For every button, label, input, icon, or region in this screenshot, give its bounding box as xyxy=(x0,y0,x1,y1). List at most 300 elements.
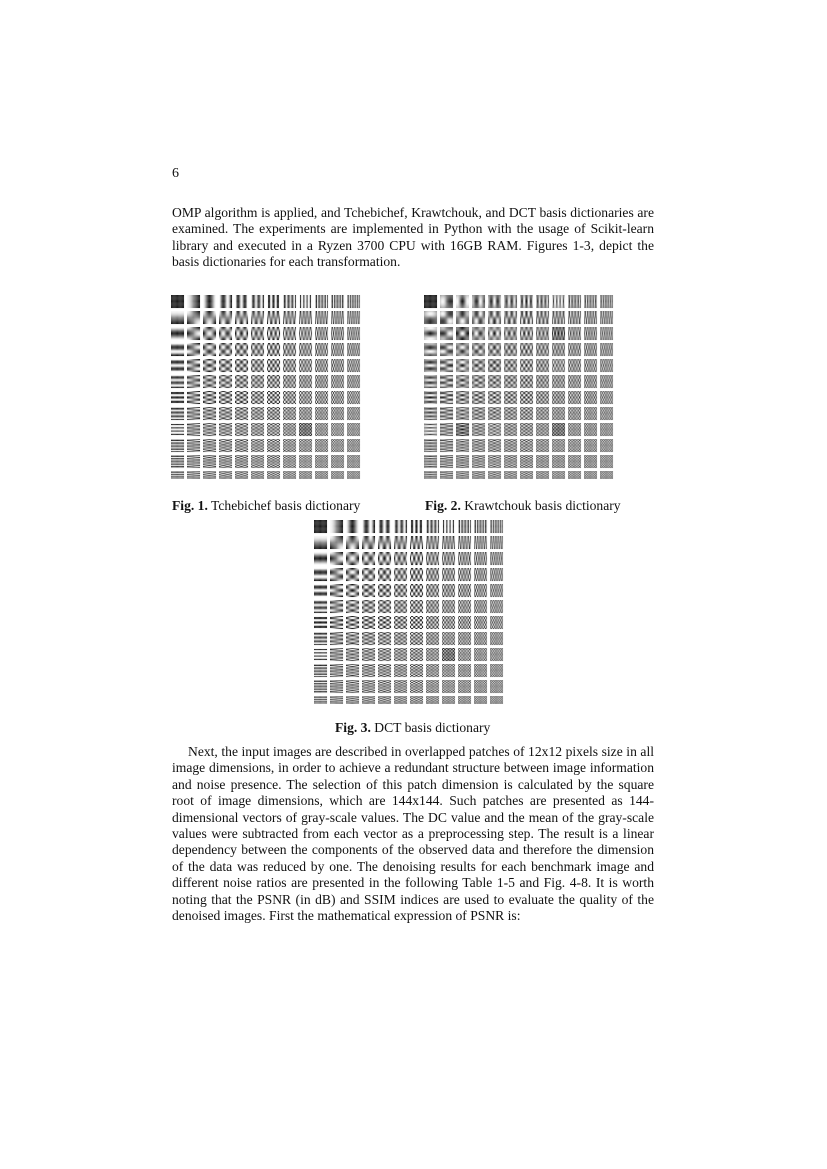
basis-pixel xyxy=(320,332,321,333)
basis-pixel xyxy=(351,323,352,324)
basis-pixel xyxy=(263,339,264,340)
basis-pixel xyxy=(269,323,270,324)
basis-pixel xyxy=(183,302,184,303)
basis-pixel xyxy=(332,318,333,319)
basis-pixel xyxy=(322,299,323,300)
basis-pixel xyxy=(271,315,272,316)
basis-pixel xyxy=(292,328,293,329)
basis-pixel xyxy=(311,296,312,297)
basis-pixel xyxy=(275,322,276,323)
basis-pixel xyxy=(310,338,311,339)
basis-pixel xyxy=(224,312,225,313)
basis-pixel xyxy=(268,318,269,319)
basis-pixel xyxy=(300,295,301,296)
basis-pixel xyxy=(245,319,246,320)
basis-pixel xyxy=(260,322,261,323)
basis-pixel xyxy=(325,322,326,323)
basis-pixel xyxy=(343,323,344,324)
basis-pixel xyxy=(259,338,260,339)
basis-pixel xyxy=(175,338,176,339)
basis-pixel xyxy=(245,299,246,300)
basis-pixel xyxy=(272,295,273,296)
basis-pixel xyxy=(171,297,172,298)
basis-pixel xyxy=(301,331,302,332)
basis-pixel xyxy=(243,331,244,332)
basis-pixel xyxy=(245,321,246,322)
basis-pixel xyxy=(222,302,223,303)
basis-pixel xyxy=(334,296,335,297)
basis-pixel xyxy=(237,304,238,305)
basis-pixel xyxy=(324,321,325,322)
basis-pixel xyxy=(199,302,200,303)
basis-pixel xyxy=(320,300,321,301)
basis-pixel xyxy=(309,334,310,335)
basis-pixel xyxy=(223,334,224,335)
basis-pixel xyxy=(276,318,277,319)
basis-pixel xyxy=(285,295,286,296)
basis-pixel xyxy=(171,311,172,312)
basis-pixel xyxy=(278,322,279,323)
basis-pixel xyxy=(292,307,293,308)
basis-pixel xyxy=(333,304,334,305)
basis-pixel xyxy=(251,299,252,300)
basis-pixel xyxy=(197,295,198,296)
basis-pixel xyxy=(207,334,208,335)
basis-pixel xyxy=(196,300,197,301)
basis-pixel xyxy=(190,311,191,312)
basis-pixel xyxy=(239,311,240,312)
basis-pixel xyxy=(206,336,207,337)
basis-pixel xyxy=(181,305,182,306)
basis-pixel xyxy=(293,316,294,317)
basis-pixel xyxy=(349,306,350,307)
basis-pixel xyxy=(228,335,229,336)
basis-pixel xyxy=(219,315,220,316)
basis-pixel xyxy=(197,327,198,328)
basis-pixel xyxy=(221,318,222,319)
basis-pixel xyxy=(222,336,223,337)
basis-pixel xyxy=(197,296,198,297)
basis-pixel xyxy=(227,337,228,338)
basis-pixel xyxy=(307,298,308,299)
basis-pixel xyxy=(253,306,254,307)
basis-pixel xyxy=(196,321,197,322)
basis-pixel xyxy=(173,320,174,321)
basis-pixel xyxy=(300,321,301,322)
basis-pixel xyxy=(334,322,335,323)
basis-pixel xyxy=(306,319,307,320)
basis-pixel xyxy=(196,297,197,298)
basis-pixel xyxy=(267,303,268,304)
basis-pixel xyxy=(277,302,278,303)
basis-pixel xyxy=(207,335,208,336)
basis-pixel xyxy=(307,305,308,306)
basis-pixel xyxy=(188,316,189,317)
basis-pixel xyxy=(352,295,353,296)
basis-pixel xyxy=(220,316,221,317)
basis-pixel xyxy=(342,297,343,298)
basis-pixel xyxy=(311,307,312,308)
basis-pixel xyxy=(180,331,181,332)
basis-pixel xyxy=(207,327,208,328)
basis-pixel xyxy=(327,296,328,297)
basis-pixel xyxy=(244,315,245,316)
basis-pixel xyxy=(311,302,312,303)
basis-pixel xyxy=(262,300,263,301)
basis-pixel xyxy=(324,295,325,296)
basis-pixel xyxy=(178,299,179,300)
basis-pixel xyxy=(355,306,356,307)
basis-pixel xyxy=(325,306,326,307)
basis-pixel xyxy=(315,298,316,299)
basis-pixel xyxy=(274,335,275,336)
basis-pixel xyxy=(212,303,213,304)
basis-pixel xyxy=(295,322,296,323)
basis-pixel xyxy=(283,306,284,307)
basis-pixel xyxy=(175,334,176,335)
basis-pixel xyxy=(319,323,320,324)
basis-pixel xyxy=(299,335,300,336)
basis-pixel xyxy=(235,295,236,296)
basis-pixel xyxy=(287,338,288,339)
basis-pixel xyxy=(175,339,176,340)
basis-pixel xyxy=(205,327,206,328)
basis-pixel xyxy=(254,313,255,314)
basis-pixel xyxy=(316,320,317,321)
basis-pixel xyxy=(274,331,275,332)
basis-pixel xyxy=(205,316,206,317)
basis-pixel xyxy=(275,327,276,328)
basis-pixel xyxy=(207,330,208,331)
basis-pixel xyxy=(240,295,241,296)
basis-pixel xyxy=(323,322,324,323)
basis-pixel xyxy=(224,299,225,300)
basis-pixel xyxy=(194,339,195,340)
basis-pixel xyxy=(195,332,196,333)
basis-pixel xyxy=(180,311,181,312)
basis-pixel xyxy=(219,322,220,323)
basis-pixel xyxy=(247,311,248,312)
basis-pixel xyxy=(246,302,247,303)
basis-pixel xyxy=(355,320,356,321)
basis-pixel xyxy=(235,298,236,299)
basis-pixel xyxy=(317,329,318,330)
basis-pixel xyxy=(355,307,356,308)
basis-tile xyxy=(315,295,328,308)
basis-pixel xyxy=(308,299,309,300)
basis-pixel xyxy=(334,298,335,299)
basis-pixel xyxy=(301,300,302,301)
basis-pixel xyxy=(203,318,204,319)
basis-pixel xyxy=(357,321,358,322)
basis-pixel xyxy=(172,303,173,304)
basis-pixel xyxy=(221,338,222,339)
basis-pixel xyxy=(358,318,359,319)
basis-pixel xyxy=(308,296,309,297)
basis-pixel xyxy=(354,323,355,324)
basis-tile xyxy=(219,311,232,324)
basis-pixel xyxy=(354,312,355,313)
basis-pixel xyxy=(181,338,182,339)
basis-pixel xyxy=(219,323,220,324)
basis-pixel xyxy=(279,328,280,329)
basis-pixel xyxy=(244,334,245,335)
basis-pixel xyxy=(325,327,326,328)
basis-pixel xyxy=(253,314,254,315)
basis-pixel xyxy=(171,315,172,316)
basis-tile xyxy=(299,327,312,340)
basis-pixel xyxy=(336,328,337,329)
basis-pixel xyxy=(224,303,225,304)
basis-pixel xyxy=(173,335,174,336)
basis-pixel xyxy=(278,297,279,298)
basis-pixel xyxy=(331,318,332,319)
basis-pixel xyxy=(261,331,262,332)
basis-pixel xyxy=(290,338,291,339)
basis-pixel xyxy=(180,329,181,330)
basis-pixel xyxy=(239,334,240,335)
basis-pixel xyxy=(324,300,325,301)
basis-pixel xyxy=(322,311,323,312)
basis-pixel xyxy=(213,321,214,322)
basis-pixel xyxy=(258,303,259,304)
basis-pixel xyxy=(334,331,335,332)
basis-pixel xyxy=(238,327,239,328)
basis-pixel xyxy=(181,337,182,338)
basis-pixel xyxy=(290,299,291,300)
basis-pixel xyxy=(252,306,253,307)
basis-pixel xyxy=(220,334,221,335)
basis-pixel xyxy=(279,334,280,335)
basis-pixel xyxy=(195,339,196,340)
basis-pixel xyxy=(285,298,286,299)
basis-pixel xyxy=(198,300,199,301)
basis-pixel xyxy=(326,339,327,340)
basis-pixel xyxy=(317,320,318,321)
basis-pixel xyxy=(290,334,291,335)
basis-pixel xyxy=(278,334,279,335)
basis-pixel xyxy=(172,296,173,297)
basis-pixel xyxy=(267,312,268,313)
basis-pixel xyxy=(199,336,200,337)
basis-pixel xyxy=(311,315,312,316)
basis-pixel xyxy=(277,329,278,330)
basis-pixel xyxy=(237,335,238,336)
basis-pixel xyxy=(252,319,253,320)
basis-pixel xyxy=(195,306,196,307)
basis-pixel xyxy=(211,319,212,320)
basis-pixel xyxy=(176,295,177,296)
basis-pixel xyxy=(304,311,305,312)
basis-pixel xyxy=(307,329,308,330)
basis-pixel xyxy=(285,320,286,321)
basis-pixel xyxy=(228,306,229,307)
basis-pixel xyxy=(316,327,317,328)
basis-pixel xyxy=(276,296,277,297)
basis-pixel xyxy=(228,314,229,315)
basis-pixel xyxy=(190,314,191,315)
basis-pixel xyxy=(323,296,324,297)
basis-pixel xyxy=(326,328,327,329)
basis-pixel xyxy=(197,302,198,303)
basis-pixel xyxy=(322,321,323,322)
basis-pixel xyxy=(283,297,284,298)
basis-pixel xyxy=(276,305,277,306)
basis-pixel xyxy=(236,332,237,333)
basis-pixel xyxy=(191,312,192,313)
basis-pixel xyxy=(269,315,270,316)
basis-pixel xyxy=(205,306,206,307)
basis-pixel xyxy=(267,316,268,317)
basis-pixel xyxy=(293,315,294,316)
basis-pixel xyxy=(224,338,225,339)
basis-pixel xyxy=(284,315,285,316)
basis-pixel xyxy=(358,304,359,305)
basis-pixel xyxy=(350,322,351,323)
basis-pixel xyxy=(317,321,318,322)
basis-pixel xyxy=(315,339,316,340)
basis-pixel xyxy=(243,304,244,305)
basis-pixel xyxy=(326,305,327,306)
basis-pixel xyxy=(211,339,212,340)
basis-pixel xyxy=(315,300,316,301)
basis-pixel xyxy=(325,311,326,312)
basis-pixel xyxy=(320,323,321,324)
basis-pixel xyxy=(181,318,182,319)
basis-pixel xyxy=(226,328,227,329)
basis-pixel xyxy=(275,337,276,338)
basis-pixel xyxy=(261,318,262,319)
basis-pixel xyxy=(275,318,276,319)
basis-pixel xyxy=(183,312,184,313)
basis-pixel xyxy=(258,304,259,305)
basis-pixel xyxy=(237,327,238,328)
basis-tile xyxy=(299,311,312,324)
basis-pixel xyxy=(252,329,253,330)
basis-pixel xyxy=(319,332,320,333)
basis-pixel xyxy=(228,315,229,316)
basis-pixel xyxy=(174,330,175,331)
basis-pixel xyxy=(318,338,319,339)
basis-pixel xyxy=(285,315,286,316)
basis-pixel xyxy=(178,334,179,335)
basis-pixel xyxy=(199,306,200,307)
basis-pixel xyxy=(212,296,213,297)
basis-pixel xyxy=(350,313,351,314)
basis-pixel xyxy=(206,327,207,328)
basis-pixel xyxy=(210,306,211,307)
basis-pixel xyxy=(309,319,310,320)
basis-pixel xyxy=(224,297,225,298)
basis-pixel xyxy=(318,337,319,338)
basis-pixel xyxy=(189,307,190,308)
basis-pixel xyxy=(303,316,304,317)
basis-pixel xyxy=(237,298,238,299)
basis-pixel xyxy=(339,319,340,320)
basis-pixel xyxy=(245,316,246,317)
basis-pixel xyxy=(267,313,268,314)
basis-pixel xyxy=(272,311,273,312)
basis-pixel xyxy=(196,327,197,328)
basis-pixel xyxy=(351,321,352,322)
basis-pixel xyxy=(299,298,300,299)
basis-pixel xyxy=(352,304,353,305)
basis-pixel xyxy=(245,337,246,338)
basis-pixel xyxy=(253,338,254,339)
basis-pixel xyxy=(194,337,195,338)
basis-pixel xyxy=(192,297,193,298)
basis-pixel xyxy=(210,311,211,312)
basis-pixel xyxy=(322,300,323,301)
basis-pixel xyxy=(301,297,302,298)
basis-pixel xyxy=(358,315,359,316)
basis-pixel xyxy=(180,336,181,337)
basis-pixel xyxy=(243,316,244,317)
basis-pixel xyxy=(208,334,209,335)
basis-pixel xyxy=(242,323,243,324)
basis-pixel xyxy=(291,307,292,308)
basis-pixel xyxy=(223,312,224,313)
basis-pixel xyxy=(179,316,180,317)
basis-pixel xyxy=(285,336,286,337)
basis-pixel xyxy=(272,339,273,340)
basis-pixel xyxy=(178,331,179,332)
basis-pixel xyxy=(286,307,287,308)
basis-pixel xyxy=(244,305,245,306)
basis-pixel xyxy=(203,304,204,305)
basis-pixel xyxy=(235,314,236,315)
basis-pixel xyxy=(355,296,356,297)
basis-pixel xyxy=(347,299,348,300)
basis-pixel xyxy=(324,303,325,304)
basis-pixel xyxy=(319,330,320,331)
basis-pixel xyxy=(171,319,172,320)
basis-pixel xyxy=(227,318,228,319)
basis-pixel xyxy=(182,316,183,317)
basis-pixel xyxy=(287,331,288,332)
basis-pixel xyxy=(283,329,284,330)
basis-pixel xyxy=(243,311,244,312)
basis-pixel xyxy=(290,307,291,308)
basis-pixel xyxy=(187,331,188,332)
basis-pixel xyxy=(195,312,196,313)
basis-pixel xyxy=(327,321,328,322)
basis-pixel xyxy=(183,306,184,307)
basis-pixel xyxy=(275,335,276,336)
basis-pixel xyxy=(219,303,220,304)
basis-pixel xyxy=(332,295,333,296)
basis-pixel xyxy=(278,299,279,300)
basis-pixel xyxy=(240,319,241,320)
basis-pixel xyxy=(173,316,174,317)
basis-pixel xyxy=(255,323,256,324)
basis-pixel xyxy=(339,307,340,308)
basis-pixel xyxy=(309,338,310,339)
basis-pixel xyxy=(291,332,292,333)
basis-pixel xyxy=(221,334,222,335)
basis-pixel xyxy=(295,338,296,339)
basis-pixel xyxy=(230,318,231,319)
basis-pixel xyxy=(355,305,356,306)
basis-pixel xyxy=(356,298,357,299)
basis-pixel xyxy=(327,318,328,319)
basis-pixel xyxy=(226,298,227,299)
basis-pixel xyxy=(189,302,190,303)
basis-pixel xyxy=(324,330,325,331)
basis-pixel xyxy=(198,315,199,316)
basis-pixel xyxy=(213,307,214,308)
basis-pixel xyxy=(198,337,199,338)
